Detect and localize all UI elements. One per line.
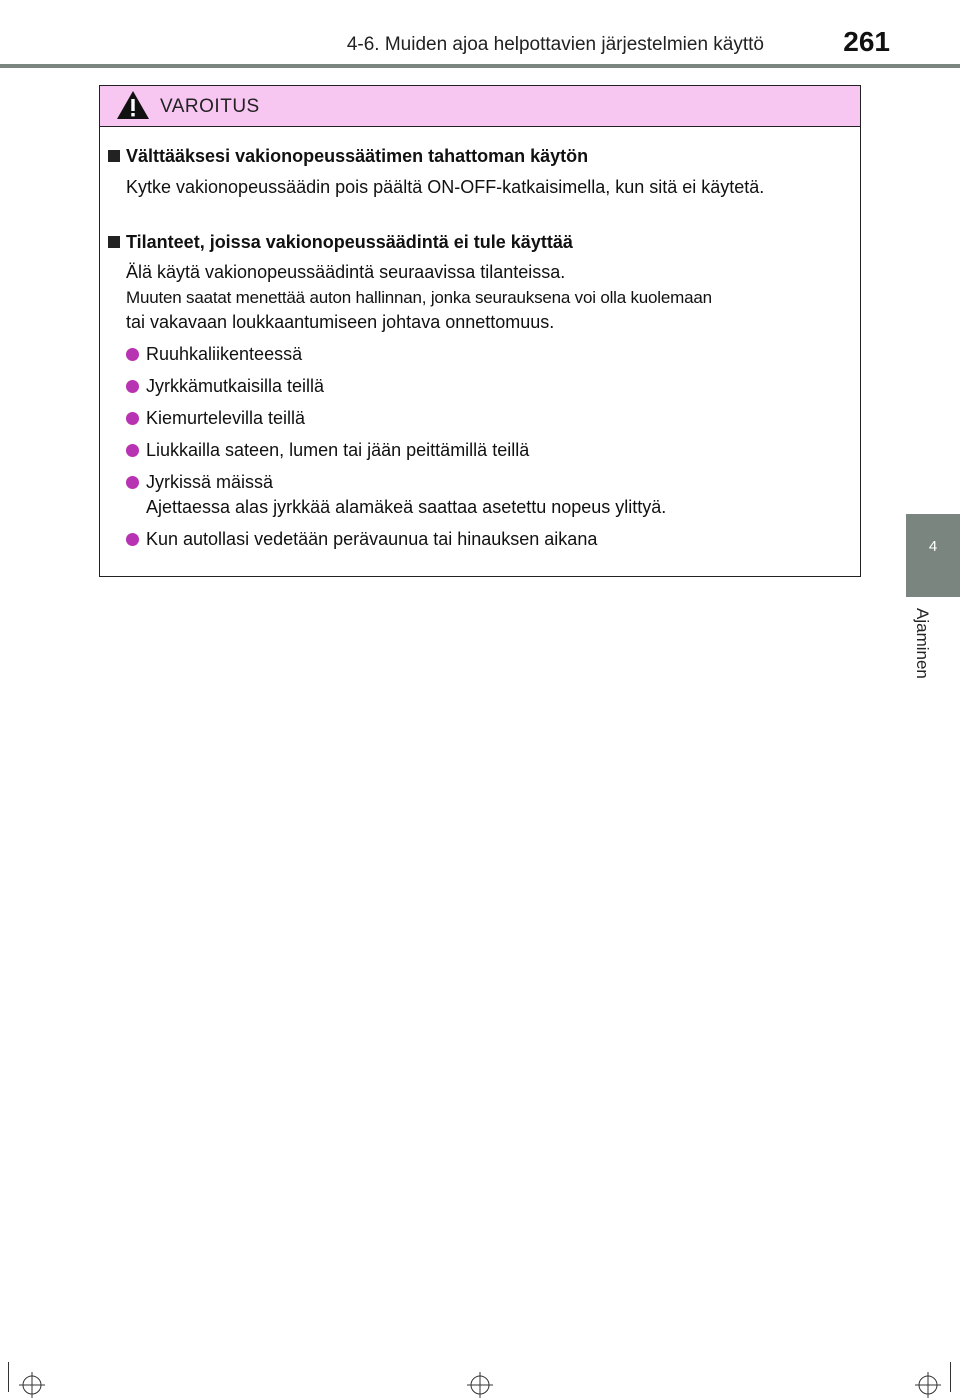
warning-label: VAROITUS bbox=[160, 96, 260, 117]
registration-mark-icon bbox=[19, 1372, 45, 1398]
list-item bbox=[126, 342, 844, 367]
registration-mark-icon bbox=[467, 1372, 493, 1398]
chapter-side-label bbox=[908, 608, 938, 718]
list-item-text: Ruuhkaliikenteessä bbox=[146, 344, 303, 364]
list-item bbox=[126, 406, 844, 431]
section-paragraph-line: Muuten saatat menettää auton hallinnan, jonka seurauksena voi olla kuolemaan bbox=[126, 288, 712, 307]
list-item-text: Liukkailla sateen, lumen tai jään peittämillä teillä bbox=[146, 440, 530, 460]
section-heading bbox=[108, 146, 588, 167]
crop-mark bbox=[950, 1362, 951, 1392]
square-bullet-icon bbox=[108, 236, 120, 248]
section-heading-text: Tilanteet, joissa vakionopeussäädintä ei tule käyttää bbox=[126, 232, 573, 252]
round-bullet-icon bbox=[126, 348, 139, 361]
page-number: 261 bbox=[843, 26, 890, 57]
list-item-subtext: Ajettaessa alas jyrkkää alamäkeä saattaa asetettu nopeus ylittyä. bbox=[146, 497, 667, 517]
chapter-label-text: Ajaminen bbox=[913, 608, 932, 679]
round-bullet-icon bbox=[126, 380, 139, 393]
section-paragraph-line: tai vakavaan loukkaantumiseen johtava onnettomuus. bbox=[126, 312, 555, 332]
list-item bbox=[126, 438, 844, 463]
square-bullet-icon bbox=[108, 150, 120, 162]
round-bullet-icon bbox=[126, 533, 139, 546]
chapter-side-tab bbox=[906, 514, 960, 597]
warning-header bbox=[100, 86, 860, 127]
section-paragraph-line: Älä käytä vakionopeussäädintä seuraavissa tilanteissa. bbox=[126, 262, 566, 282]
section-heading bbox=[108, 232, 573, 253]
warning-triangle-icon bbox=[116, 90, 150, 120]
list-item-text: Jyrkkämutkaisilla teillä bbox=[146, 376, 325, 396]
round-bullet-icon bbox=[126, 412, 139, 425]
list-item bbox=[126, 470, 844, 520]
list-item bbox=[126, 527, 844, 552]
registration-mark-icon bbox=[915, 1372, 941, 1398]
crop-mark bbox=[8, 1362, 9, 1392]
round-bullet-icon bbox=[126, 476, 139, 489]
list-item-text: Kun autollasi vedetään perävaunua tai hinauksen aikana bbox=[146, 529, 598, 549]
warning-box bbox=[99, 85, 861, 577]
section-heading-text: Välttääksesi vakionopeussäätimen tahattoman käytön bbox=[126, 146, 589, 166]
round-bullet-icon bbox=[126, 444, 139, 457]
list-item-text: Jyrkissä mäissä bbox=[146, 472, 274, 492]
list-item-text: Kiemurtelevilla teillä bbox=[146, 408, 306, 428]
page-header-title: 4-6. Muiden ajoa helpottavien järjestelmien käyttö bbox=[346, 34, 764, 55]
chapter-number: 4 bbox=[928, 538, 938, 555]
header-rule bbox=[0, 64, 960, 68]
list-item bbox=[126, 374, 844, 399]
section-paragraph: Kytke vakionopeussäädin pois päältä ON-OFF-katkaisimella, kun sitä ei käytetä. bbox=[126, 177, 765, 197]
